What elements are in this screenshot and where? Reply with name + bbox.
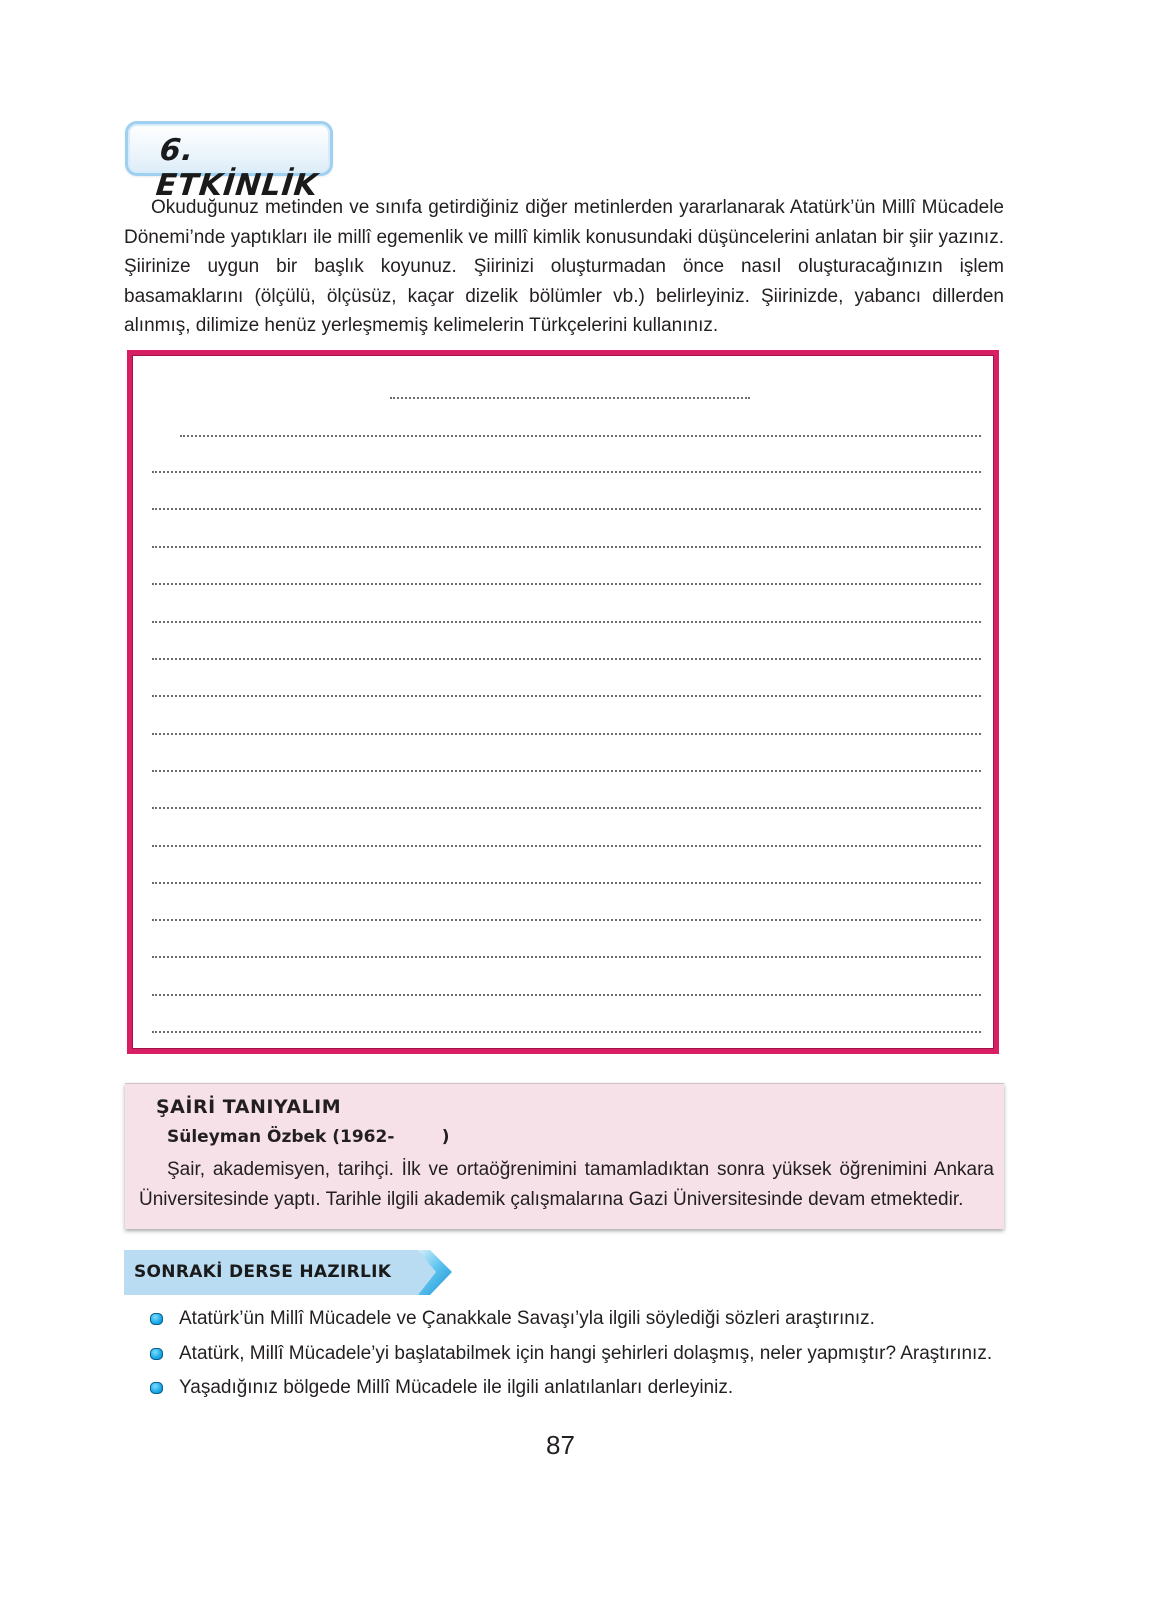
poet-bio: Şair, akademisyen, tarihçi. İlk ve ortaöğrenimini tamamladıktan sonra yüksek öğrenimini Ankara Üniversitesinde yaptı. Tarihle ilgili akademik çalışmalarına Gazi Üniversitesinde devam etmektedir. xyxy=(139,1159,994,1210)
poem-writing-line[interactable] xyxy=(152,956,981,958)
poem-writing-line[interactable] xyxy=(152,770,981,772)
list-item-text: Yaşadığınız bölgede Millî Mücadele ile ilgili anlatılanları derleyiniz. xyxy=(179,1377,734,1398)
poet-heading: ŞAİRİ TANIYALIM xyxy=(156,1096,342,1118)
page-number: 87 xyxy=(546,1430,575,1460)
bullet-icon xyxy=(150,1313,163,1325)
list-item xyxy=(150,1341,992,1376)
poem-writing-line[interactable] xyxy=(152,546,981,548)
poem-writing-line[interactable] xyxy=(152,583,981,585)
poem-writing-line[interactable] xyxy=(152,845,981,847)
activity-instructions: Okuduğunuz metinden ve sınıfa getirdiğiniz diğer metinlerden yararlanarak Atatürk’ün Millî Mücadele Dönemi’nde yaptıkları ile millî egemenlik ve millî kimlik konusundaki düşüncelerini anlatan bir şiir yazınız. Şiirinize uygun bir başlık koyunuz. Şiirinizi oluşturmadan önce nasıl oluşturacağınızın işlem basamaklarını (ölçülü, ölçüsüz, kaçar dizelik bölümler vb.) belirleyiniz. Şiirinizde, yabancı dillerden alınmış, dilimize henüz yerleşmemiş kelimelerin Türkçelerini kullanınız. xyxy=(124,197,1004,336)
next-lesson-banner xyxy=(124,1250,450,1295)
poem-writing-line[interactable] xyxy=(152,695,981,697)
list-item-text: Atatürk’ün Millî Mücadele ve Çanakkale Savaşı’yla ilgili söylediği sözleri araştırınız. xyxy=(179,1308,875,1329)
poem-writing-line[interactable] xyxy=(152,733,981,735)
poem-title-line[interactable] xyxy=(390,397,750,399)
poem-writing-frame xyxy=(127,350,999,1054)
poem-writing-line[interactable] xyxy=(152,658,981,660)
poem-writing-line[interactable] xyxy=(152,508,981,510)
bullet-icon xyxy=(150,1348,163,1360)
poet-info-box xyxy=(125,1083,1004,1229)
list-item-text: Atatürk, Millî Mücadele’yi başlatabilmek için hangi şehirleri dolaşmış, neler yapmıştır? Araştırınız. xyxy=(179,1342,993,1364)
poem-writing-line[interactable] xyxy=(152,807,981,809)
bullet-icon xyxy=(150,1382,163,1394)
poet-name: Süleyman Özbek (1962- ) xyxy=(167,1127,450,1147)
activity-title: 6. ETKİNLİK xyxy=(154,133,320,203)
list-item xyxy=(150,1375,992,1410)
activity-title-badge xyxy=(125,121,333,203)
next-lesson-heading: SONRAKİ DERSE HAZIRLIK xyxy=(134,1262,392,1282)
poem-writing-line[interactable] xyxy=(152,919,981,921)
poem-writing-line[interactable] xyxy=(152,994,981,996)
poem-writing-line[interactable] xyxy=(152,471,981,473)
next-lesson-list xyxy=(150,1306,992,1410)
poem-writing-line[interactable] xyxy=(152,882,981,884)
poem-writing-line[interactable] xyxy=(152,621,981,623)
poem-writing-line[interactable] xyxy=(180,435,981,437)
list-item xyxy=(150,1306,992,1341)
poem-writing-line[interactable] xyxy=(152,1031,981,1033)
